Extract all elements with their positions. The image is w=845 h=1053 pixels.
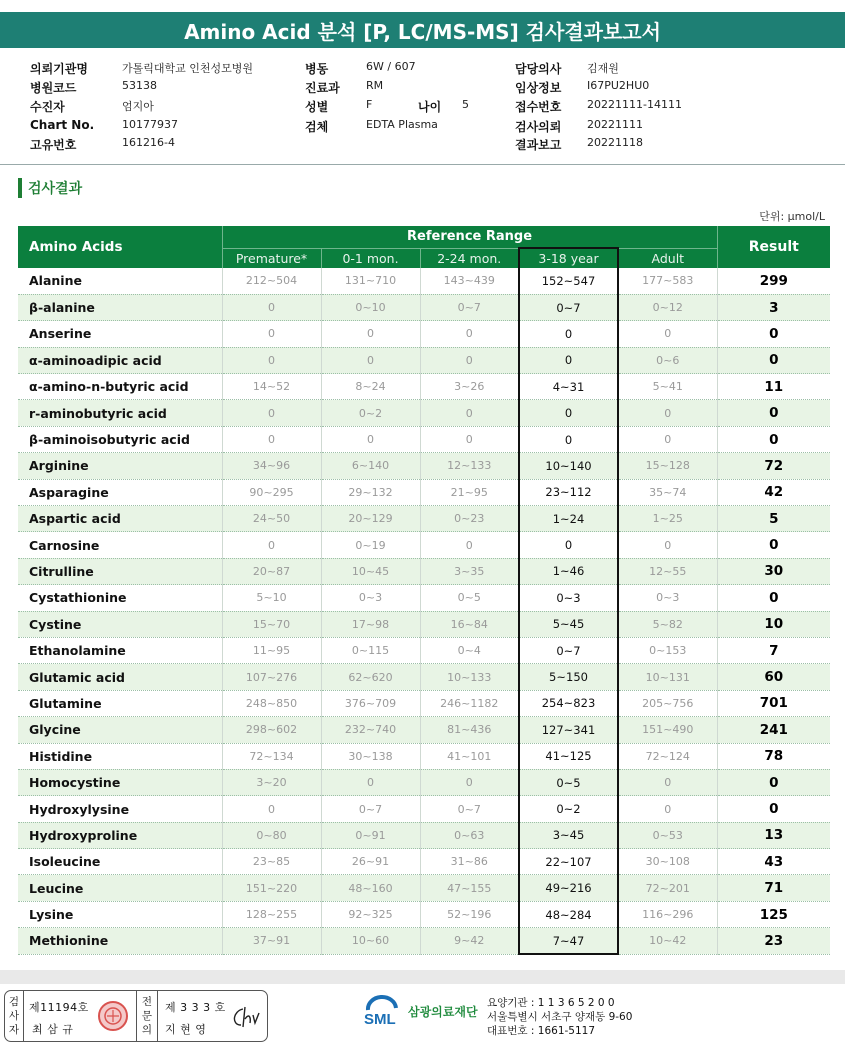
table-row bbox=[18, 321, 830, 347]
ref-range-premature: 37~91 bbox=[222, 928, 321, 954]
ref-range-y3-18: 0~7 bbox=[519, 294, 618, 320]
ref-range-m0-1: 0~3 bbox=[321, 585, 420, 611]
info-label: 병동 bbox=[305, 62, 329, 76]
lab-info-line: 서울특별시 서초구 양재동 9-60 bbox=[487, 1011, 633, 1023]
info-value: 가톨릭대학교 인천성모병원 bbox=[122, 62, 254, 75]
ref-range-m2-24: 81~436 bbox=[420, 717, 519, 743]
info-value: 5 bbox=[462, 98, 469, 111]
ref-range-m2-24: 246~1182 bbox=[420, 690, 519, 716]
amino-acid-name: r-aminobutyric acid bbox=[18, 400, 222, 426]
signer2-role-char: 문 bbox=[141, 1010, 153, 1022]
seal-icon bbox=[97, 1000, 129, 1032]
ref-range-m0-1: 0~115 bbox=[321, 637, 420, 663]
result-value: 701 bbox=[717, 690, 830, 716]
ref-range-m0-1: 0~7 bbox=[321, 796, 420, 822]
ref-range-adult: 0~53 bbox=[618, 822, 717, 848]
ref-range-adult: 10~42 bbox=[618, 928, 717, 954]
ref-range-adult: 0~12 bbox=[618, 294, 717, 320]
ref-range-y3-18: 0~3 bbox=[519, 585, 618, 611]
lab-info bbox=[487, 996, 632, 1038]
result-value: 13 bbox=[717, 822, 830, 848]
info-value: 53138 bbox=[122, 79, 157, 92]
amino-acid-name: Isoleucine bbox=[18, 849, 222, 875]
result-value: 0 bbox=[717, 400, 830, 426]
result-value: 10 bbox=[717, 611, 830, 637]
ref-range-y3-18: 3~45 bbox=[519, 822, 618, 848]
ref-range-m2-24: 9~42 bbox=[420, 928, 519, 954]
ref-range-premature: 11~95 bbox=[222, 637, 321, 663]
table-row bbox=[18, 717, 830, 743]
info-value: F bbox=[366, 98, 373, 111]
info-label: 결과보고 bbox=[515, 138, 562, 152]
ref-range-m2-24: 0~4 bbox=[420, 637, 519, 663]
signer2-name: 지 현 영 bbox=[165, 1023, 207, 1036]
ref-range-y3-18: 10~140 bbox=[519, 453, 618, 479]
ref-range-m0-1: 376~709 bbox=[321, 690, 420, 716]
amino-acid-name: Citrulline bbox=[18, 558, 222, 584]
ref-range-y3-18: 254~823 bbox=[519, 690, 618, 716]
ref-range-m0-1: 92~325 bbox=[321, 901, 420, 927]
ref-range-adult: 0 bbox=[618, 321, 717, 347]
table-row bbox=[18, 822, 830, 848]
ref-range-premature: 3~20 bbox=[222, 769, 321, 795]
result-value: 60 bbox=[717, 664, 830, 690]
amino-acid-name: α-aminoadipic acid bbox=[18, 347, 222, 373]
ref-range-adult: 0 bbox=[618, 796, 717, 822]
result-value: 30 bbox=[717, 558, 830, 584]
ref-range-m2-24: 3~26 bbox=[420, 374, 519, 400]
section-title bbox=[18, 177, 82, 199]
ref-range-y3-18: 0 bbox=[519, 347, 618, 373]
result-value: 0 bbox=[717, 769, 830, 795]
info-value: 6W / 607 bbox=[366, 60, 416, 73]
info-value: 김재원 bbox=[587, 62, 619, 75]
info-label: 수진자 bbox=[30, 100, 65, 114]
ref-range-m2-24: 0~7 bbox=[420, 294, 519, 320]
result-value: 0 bbox=[717, 585, 830, 611]
info-value: 엄지아 bbox=[122, 100, 154, 113]
ref-range-premature: 90~295 bbox=[222, 479, 321, 505]
info-label: 접수번호 bbox=[515, 100, 562, 114]
signer1-role bbox=[8, 995, 20, 1037]
ref-range-m2-24: 0 bbox=[420, 347, 519, 373]
ref-range-premature: 34~96 bbox=[222, 453, 321, 479]
result-value: 7 bbox=[717, 637, 830, 663]
ref-range-y3-18: 152~547 bbox=[519, 268, 618, 294]
col-header-reference-range: Reference Range bbox=[222, 226, 717, 248]
ref-range-y3-18: 22~107 bbox=[519, 849, 618, 875]
info-label: 나이 bbox=[418, 100, 442, 114]
info-value: I67PU2HU0 bbox=[587, 79, 650, 92]
result-value: 71 bbox=[717, 875, 830, 901]
ref-range-m0-1: 0~91 bbox=[321, 822, 420, 848]
ref-range-y3-18: 23~112 bbox=[519, 479, 618, 505]
ref-range-y3-18: 4~31 bbox=[519, 374, 618, 400]
ref-range-adult: 0 bbox=[618, 426, 717, 452]
result-value: 43 bbox=[717, 849, 830, 875]
ref-range-m0-1: 0 bbox=[321, 321, 420, 347]
ref-range-adult: 0~153 bbox=[618, 637, 717, 663]
amino-acid-name: Leucine bbox=[18, 875, 222, 901]
ref-range-premature: 151~220 bbox=[222, 875, 321, 901]
ref-range-adult: 0~6 bbox=[618, 347, 717, 373]
signer1-name: 최 삼 규 bbox=[32, 1023, 74, 1036]
result-value: 0 bbox=[717, 426, 830, 452]
ref-range-y3-18: 0~7 bbox=[519, 637, 618, 663]
table-row bbox=[18, 532, 830, 558]
col-header-premature: Premature* bbox=[222, 248, 321, 268]
ref-range-m2-24: 52~196 bbox=[420, 901, 519, 927]
ref-range-m0-1: 26~91 bbox=[321, 849, 420, 875]
ref-range-m0-1: 0 bbox=[321, 347, 420, 373]
footer-band bbox=[0, 970, 845, 984]
signer1-role-char: 자 bbox=[8, 1024, 20, 1036]
signature-box bbox=[4, 990, 268, 1042]
signature-icon bbox=[229, 1003, 263, 1031]
amino-acid-name: α-amino-n-butyric acid bbox=[18, 374, 222, 400]
ref-range-adult: 12~55 bbox=[618, 558, 717, 584]
divider bbox=[136, 991, 137, 1041]
table-row bbox=[18, 849, 830, 875]
ref-range-y3-18: 48~284 bbox=[519, 901, 618, 927]
amino-acid-name: Anserine bbox=[18, 321, 222, 347]
amino-acid-name: Cystine bbox=[18, 611, 222, 637]
result-value: 0 bbox=[717, 532, 830, 558]
result-value: 0 bbox=[717, 796, 830, 822]
amino-acid-name: Cystathionine bbox=[18, 585, 222, 611]
table-row bbox=[18, 743, 830, 769]
amino-acid-name: Homocystine bbox=[18, 769, 222, 795]
amino-acid-name: Methionine bbox=[18, 928, 222, 954]
ref-range-m2-24: 47~155 bbox=[420, 875, 519, 901]
ref-range-m2-24: 0~23 bbox=[420, 506, 519, 532]
section-title-text: 검사결과 bbox=[28, 181, 83, 197]
table-row bbox=[18, 558, 830, 584]
ref-range-m2-24: 0~63 bbox=[420, 822, 519, 848]
ref-range-premature: 0 bbox=[222, 347, 321, 373]
ref-range-adult: 0 bbox=[618, 532, 717, 558]
amino-acid-name: Glutamic acid bbox=[18, 664, 222, 690]
ref-range-premature: 0 bbox=[222, 294, 321, 320]
ref-range-premature: 5~10 bbox=[222, 585, 321, 611]
ref-range-y3-18: 0 bbox=[519, 400, 618, 426]
results-table bbox=[18, 226, 830, 955]
result-value: 78 bbox=[717, 743, 830, 769]
ref-range-adult: 116~296 bbox=[618, 901, 717, 927]
info-label: 성별 bbox=[305, 100, 329, 114]
amino-acid-name: Glutamine bbox=[18, 690, 222, 716]
ref-range-premature: 0 bbox=[222, 532, 321, 558]
ref-range-m0-1: 232~740 bbox=[321, 717, 420, 743]
ref-range-premature: 15~70 bbox=[222, 611, 321, 637]
lab-info-line: 요양기관 : 1 1 3 6 5 2 0 0 bbox=[487, 997, 615, 1009]
table-row bbox=[18, 875, 830, 901]
table-row bbox=[18, 928, 830, 954]
ref-range-m2-24: 21~95 bbox=[420, 479, 519, 505]
ref-range-premature: 72~134 bbox=[222, 743, 321, 769]
ref-range-y3-18: 0 bbox=[519, 321, 618, 347]
ref-range-adult: 72~124 bbox=[618, 743, 717, 769]
info-label: 진료과 bbox=[305, 81, 340, 95]
table-row bbox=[18, 664, 830, 690]
result-value: 11 bbox=[717, 374, 830, 400]
info-label: Chart No. bbox=[30, 118, 95, 132]
ref-range-premature: 298~602 bbox=[222, 717, 321, 743]
unit-label: 단위: μmol/L bbox=[759, 210, 825, 223]
ref-range-y3-18: 1~46 bbox=[519, 558, 618, 584]
info-value: 20221118 bbox=[587, 136, 643, 149]
col-header-result: Result bbox=[717, 226, 830, 268]
ref-range-m0-1: 17~98 bbox=[321, 611, 420, 637]
ref-range-m2-24: 0 bbox=[420, 321, 519, 347]
ref-range-m0-1: 62~620 bbox=[321, 664, 420, 690]
result-value: 125 bbox=[717, 901, 830, 927]
ref-range-m2-24: 0 bbox=[420, 532, 519, 558]
info-label: 담당의사 bbox=[515, 62, 562, 76]
sml-logo-icon bbox=[362, 994, 402, 1028]
ref-range-premature: 20~87 bbox=[222, 558, 321, 584]
ref-range-premature: 0 bbox=[222, 796, 321, 822]
ref-range-premature: 24~50 bbox=[222, 506, 321, 532]
patient-info bbox=[0, 52, 845, 160]
table-row bbox=[18, 637, 830, 663]
ref-range-m2-24: 0~5 bbox=[420, 585, 519, 611]
ref-range-m0-1: 0~10 bbox=[321, 294, 420, 320]
ref-range-premature: 107~276 bbox=[222, 664, 321, 690]
amino-acid-name: Carnosine bbox=[18, 532, 222, 558]
info-value: 20221111 bbox=[587, 118, 643, 131]
ref-range-y3-18: 5~150 bbox=[519, 664, 618, 690]
col-header-0-1-mon: 0-1 mon. bbox=[321, 248, 420, 268]
ref-range-m2-24: 12~133 bbox=[420, 453, 519, 479]
result-value: 42 bbox=[717, 479, 830, 505]
ref-range-y3-18: 0 bbox=[519, 532, 618, 558]
amino-acid-name: β-alanine bbox=[18, 294, 222, 320]
org-logo bbox=[362, 994, 478, 1028]
ref-range-m0-1: 131~710 bbox=[321, 268, 420, 294]
ref-range-y3-18: 0 bbox=[519, 426, 618, 452]
ref-range-m0-1: 0~2 bbox=[321, 400, 420, 426]
signer2-role-char: 의 bbox=[141, 1024, 153, 1036]
col-header-amino-acids: Amino Acids bbox=[18, 226, 222, 268]
col-header-3-18-year: 3-18 year bbox=[519, 248, 618, 268]
ref-range-adult: 5~82 bbox=[618, 611, 717, 637]
info-value: 20221111-14111 bbox=[587, 98, 682, 111]
amino-acid-name: Glycine bbox=[18, 717, 222, 743]
info-label: 임상정보 bbox=[515, 81, 562, 95]
ref-range-m2-24: 0 bbox=[420, 769, 519, 795]
ref-range-y3-18: 1~24 bbox=[519, 506, 618, 532]
divider bbox=[157, 991, 158, 1041]
table-row bbox=[18, 374, 830, 400]
amino-acid-name: Arginine bbox=[18, 453, 222, 479]
signer2-role bbox=[141, 995, 153, 1037]
col-header-adult: Adult bbox=[618, 248, 717, 268]
ref-range-adult: 205~756 bbox=[618, 690, 717, 716]
amino-acid-name: Histidine bbox=[18, 743, 222, 769]
info-label: 병원코드 bbox=[30, 81, 77, 95]
ref-range-m2-24: 143~439 bbox=[420, 268, 519, 294]
signer2-role-char: 전 bbox=[141, 996, 153, 1008]
ref-range-m0-1: 8~24 bbox=[321, 374, 420, 400]
ref-range-m0-1: 48~160 bbox=[321, 875, 420, 901]
ref-range-m2-24: 41~101 bbox=[420, 743, 519, 769]
ref-range-y3-18: 5~45 bbox=[519, 611, 618, 637]
result-value: 241 bbox=[717, 717, 830, 743]
info-value: 161216-4 bbox=[122, 136, 175, 149]
amino-acid-name: Hydroxylysine bbox=[18, 796, 222, 822]
ref-range-m2-24: 16~84 bbox=[420, 611, 519, 637]
divider bbox=[0, 164, 845, 165]
ref-range-premature: 212~504 bbox=[222, 268, 321, 294]
ref-range-premature: 0~80 bbox=[222, 822, 321, 848]
amino-acid-name: Hydroxyproline bbox=[18, 822, 222, 848]
ref-range-adult: 0~3 bbox=[618, 585, 717, 611]
table-row bbox=[18, 479, 830, 505]
ref-range-m0-1: 30~138 bbox=[321, 743, 420, 769]
ref-range-adult: 177~583 bbox=[618, 268, 717, 294]
ref-range-m2-24: 3~35 bbox=[420, 558, 519, 584]
info-value: RM bbox=[366, 79, 384, 92]
ref-range-y3-18: 127~341 bbox=[519, 717, 618, 743]
result-value: 0 bbox=[717, 321, 830, 347]
info-label: 의뢰기관명 bbox=[30, 62, 88, 76]
ref-range-adult: 15~128 bbox=[618, 453, 717, 479]
amino-acid-name: Asparagine bbox=[18, 479, 222, 505]
ref-range-adult: 5~41 bbox=[618, 374, 717, 400]
ref-range-adult: 72~201 bbox=[618, 875, 717, 901]
ref-range-m2-24: 10~133 bbox=[420, 664, 519, 690]
ref-range-m2-24: 0 bbox=[420, 400, 519, 426]
table-row bbox=[18, 611, 830, 637]
ref-range-premature: 23~85 bbox=[222, 849, 321, 875]
col-header-2-24-mon: 2-24 mon. bbox=[420, 248, 519, 268]
ref-range-y3-18: 49~216 bbox=[519, 875, 618, 901]
ref-range-m2-24: 31~86 bbox=[420, 849, 519, 875]
info-label: 검사의뢰 bbox=[515, 120, 562, 134]
org-name: 삼광의료재단 bbox=[408, 1004, 478, 1019]
ref-range-premature: 0 bbox=[222, 400, 321, 426]
result-value: 23 bbox=[717, 928, 830, 954]
ref-range-premature: 0 bbox=[222, 426, 321, 452]
report-title: Amino Acid 분석 [P, LC/MS-MS] 검사결과보고서 bbox=[0, 12, 845, 48]
amino-acid-name: Lysine bbox=[18, 901, 222, 927]
ref-range-m0-1: 0 bbox=[321, 426, 420, 452]
ref-range-y3-18: 0~2 bbox=[519, 796, 618, 822]
ref-range-m0-1: 10~45 bbox=[321, 558, 420, 584]
table-row bbox=[18, 426, 830, 452]
amino-acid-name: Ethanolamine bbox=[18, 637, 222, 663]
table-row bbox=[18, 347, 830, 373]
info-label: 검체 bbox=[305, 120, 329, 134]
signer2-license: 제 3 3 3 호 bbox=[165, 1001, 226, 1014]
table-row bbox=[18, 294, 830, 320]
signer1-role-char: 사 bbox=[8, 1010, 20, 1022]
table-row bbox=[18, 796, 830, 822]
ref-range-premature: 128~255 bbox=[222, 901, 321, 927]
ref-range-m2-24: 0 bbox=[420, 426, 519, 452]
result-value: 0 bbox=[717, 347, 830, 373]
ref-range-m0-1: 0 bbox=[321, 769, 420, 795]
info-value: 10177937 bbox=[122, 118, 178, 131]
lab-info-line: 대표번호 : 1661-5117 bbox=[487, 1025, 596, 1037]
result-value: 299 bbox=[717, 268, 830, 294]
table-row bbox=[18, 769, 830, 795]
table-row bbox=[18, 901, 830, 927]
ref-range-adult: 30~108 bbox=[618, 849, 717, 875]
ref-range-y3-18: 0~5 bbox=[519, 769, 618, 795]
ref-range-m0-1: 10~60 bbox=[321, 928, 420, 954]
logo-text: SML bbox=[364, 1011, 396, 1028]
ref-range-premature: 14~52 bbox=[222, 374, 321, 400]
amino-acid-name: Alanine bbox=[18, 268, 222, 294]
signer1-license: 제11194호 bbox=[29, 1001, 89, 1014]
table-row bbox=[18, 400, 830, 426]
info-value: EDTA Plasma bbox=[366, 118, 438, 131]
table-row bbox=[18, 585, 830, 611]
ref-range-m0-1: 6~140 bbox=[321, 453, 420, 479]
table-row bbox=[18, 268, 830, 294]
info-label: 고유번호 bbox=[30, 138, 77, 152]
ref-range-adult: 10~131 bbox=[618, 664, 717, 690]
ref-range-y3-18: 7~47 bbox=[519, 928, 618, 954]
table-row bbox=[18, 506, 830, 532]
ref-range-adult: 0 bbox=[618, 769, 717, 795]
divider bbox=[23, 991, 24, 1041]
section-marker bbox=[18, 178, 22, 198]
ref-range-m0-1: 0~19 bbox=[321, 532, 420, 558]
ref-range-adult: 1~25 bbox=[618, 506, 717, 532]
ref-range-adult: 151~490 bbox=[618, 717, 717, 743]
table-row bbox=[18, 453, 830, 479]
result-value: 3 bbox=[717, 294, 830, 320]
ref-range-y3-18: 41~125 bbox=[519, 743, 618, 769]
amino-acid-name: β-aminoisobutyric acid bbox=[18, 426, 222, 452]
ref-range-premature: 248~850 bbox=[222, 690, 321, 716]
signer1-role-char: 검 bbox=[8, 996, 20, 1008]
amino-acid-name: Aspartic acid bbox=[18, 506, 222, 532]
table-row bbox=[18, 690, 830, 716]
result-value: 72 bbox=[717, 453, 830, 479]
ref-range-m0-1: 29~132 bbox=[321, 479, 420, 505]
ref-range-adult: 35~74 bbox=[618, 479, 717, 505]
ref-range-m0-1: 20~129 bbox=[321, 506, 420, 532]
ref-range-m2-24: 0~7 bbox=[420, 796, 519, 822]
ref-range-adult: 0 bbox=[618, 400, 717, 426]
ref-range-premature: 0 bbox=[222, 321, 321, 347]
result-value: 5 bbox=[717, 506, 830, 532]
